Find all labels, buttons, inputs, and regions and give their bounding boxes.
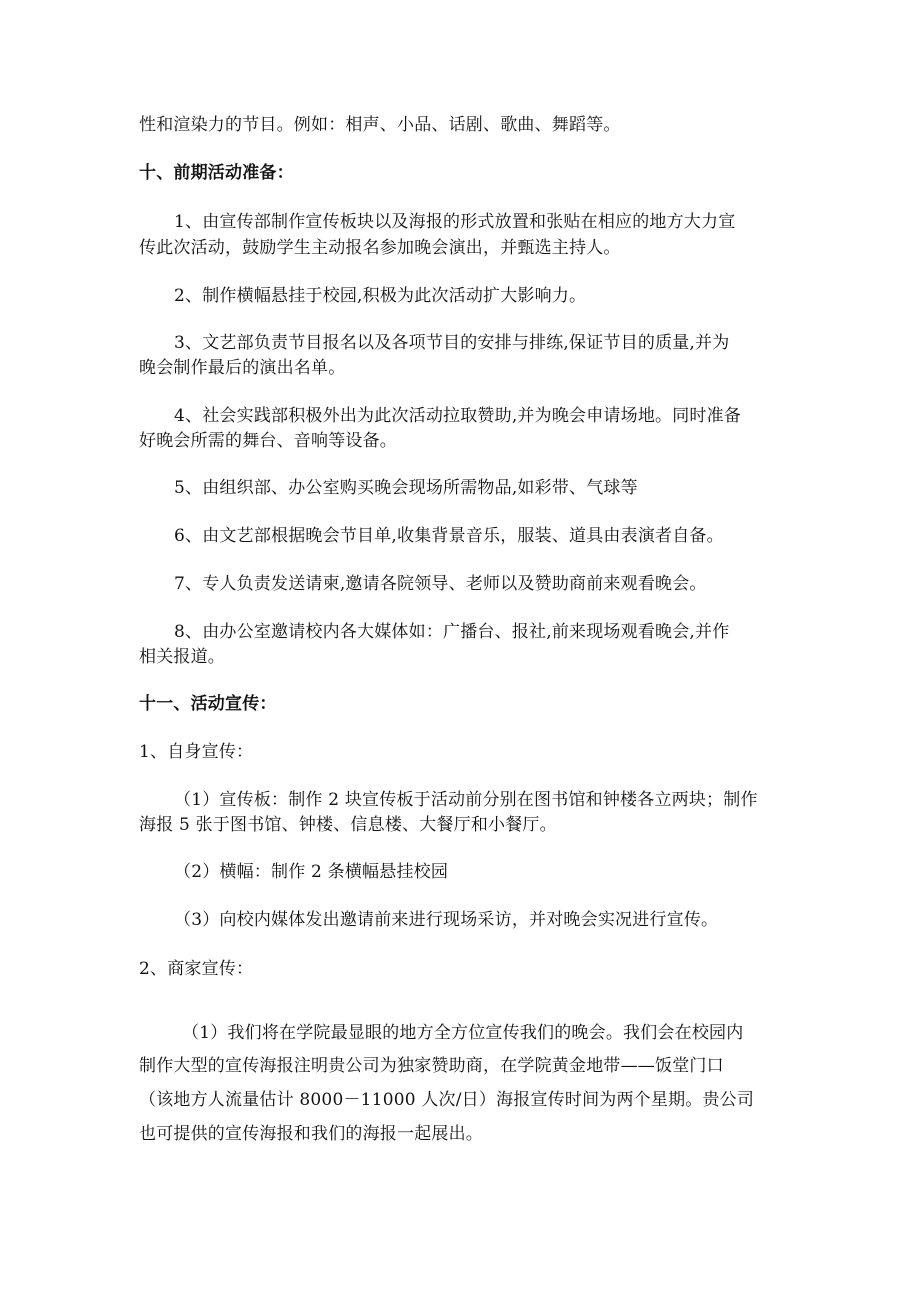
section-11-sub-2-paragraph-line-3: （该地方人流量估计 8000－11000 人次/日）海报宣传时间为两个星期。贵公司 (139, 1090, 755, 1110)
intro-line: 性和渲染力的节目。例如：相声、小品、话剧、歌曲、舞蹈等。 (139, 115, 621, 135)
section-11-sub-2-paragraph-line-4: 也可提供的宣传海报和我们的海报一起展出。 (139, 1124, 483, 1144)
section-11-heading: 十一、活动宣传： (139, 694, 277, 714)
section-10-item-1-line-1: 1、由宣传部制作宣传板块以及海报的形式放置和张贴在相应的地方大力宣 (174, 212, 736, 232)
section-10-item-3-line-1: 3、文艺部负责节目报名以及各项节目的安排与排练,保证节目的质量,并为 (174, 333, 730, 353)
section-10-item-6: 6、由文艺部根据晚会节目单,收集背景音乐，服装、道具由表演者自备。 (174, 526, 724, 546)
section-11-sub-2-paragraph-line-2: 制作大型的宣传海报注明贵公司为独家赞助商，在学院黄金地带——饭堂门口 (139, 1056, 724, 1076)
section-11-sub-1-item-3: （3）向校内媒体发出邀请前来进行现场采访，并对晚会实况进行宣传。 (174, 910, 719, 930)
section-10-item-8-line-2: 相关报道。 (139, 647, 225, 667)
section-10-item-4-line-2: 好晚会所需的舞台、音响等设备。 (139, 431, 397, 451)
section-11-sub-1-title: 1、自身宣传： (139, 742, 254, 762)
section-11-sub-2-title: 2、商家宣传： (139, 959, 254, 979)
section-10-item-8-line-1: 8、由办公室邀请校内各大媒体如：广播台、报社,前来现场观看晚会,并作 (174, 622, 730, 642)
section-10-item-4-line-1: 4、社会实践部积极外出为此次活动拉取赞助,并为晚会申请场地。同时准备 (174, 406, 742, 426)
section-11-sub-1-item-1-line-2: 海报 5 张于图书馆、钟楼、信息楼、大餐厅和小餐厅。 (139, 815, 557, 835)
section-10-item-3-line-2: 晚会制作最后的演出名单。 (139, 358, 346, 378)
section-11-sub-2-paragraph-line-1: （1）我们将在学院最显眼的地方全方位宣传我们的晚会。我们会在校园内 (182, 1023, 744, 1043)
section-10-item-2: 2、制作横幅悬挂于校园,积极为此次活动扩大影响力。 (174, 286, 587, 306)
section-10-item-7: 7、专人负责发送请柬,邀请各院领导、老师以及赞助商前来观看晚会。 (174, 574, 707, 594)
section-10-item-1-line-2: 传此次活动，鼓励学生主动报名参加晚会演出，并甄选主持人。 (139, 238, 621, 258)
section-11-sub-1-item-2: （2）横幅：制作 2 条横幅悬挂校园 (174, 862, 449, 882)
section-11-sub-1-item-1-line-1: （1）宣传板：制作 2 块宣传板于活动前分别在图书馆和钟楼各立两块；制作 (174, 790, 758, 810)
section-10-heading: 十、前期活动准备： (139, 163, 294, 183)
section-10-item-5: 5、由组织部、办公室购买晚会现场所需物品,如彩带、气球等 (174, 478, 638, 498)
